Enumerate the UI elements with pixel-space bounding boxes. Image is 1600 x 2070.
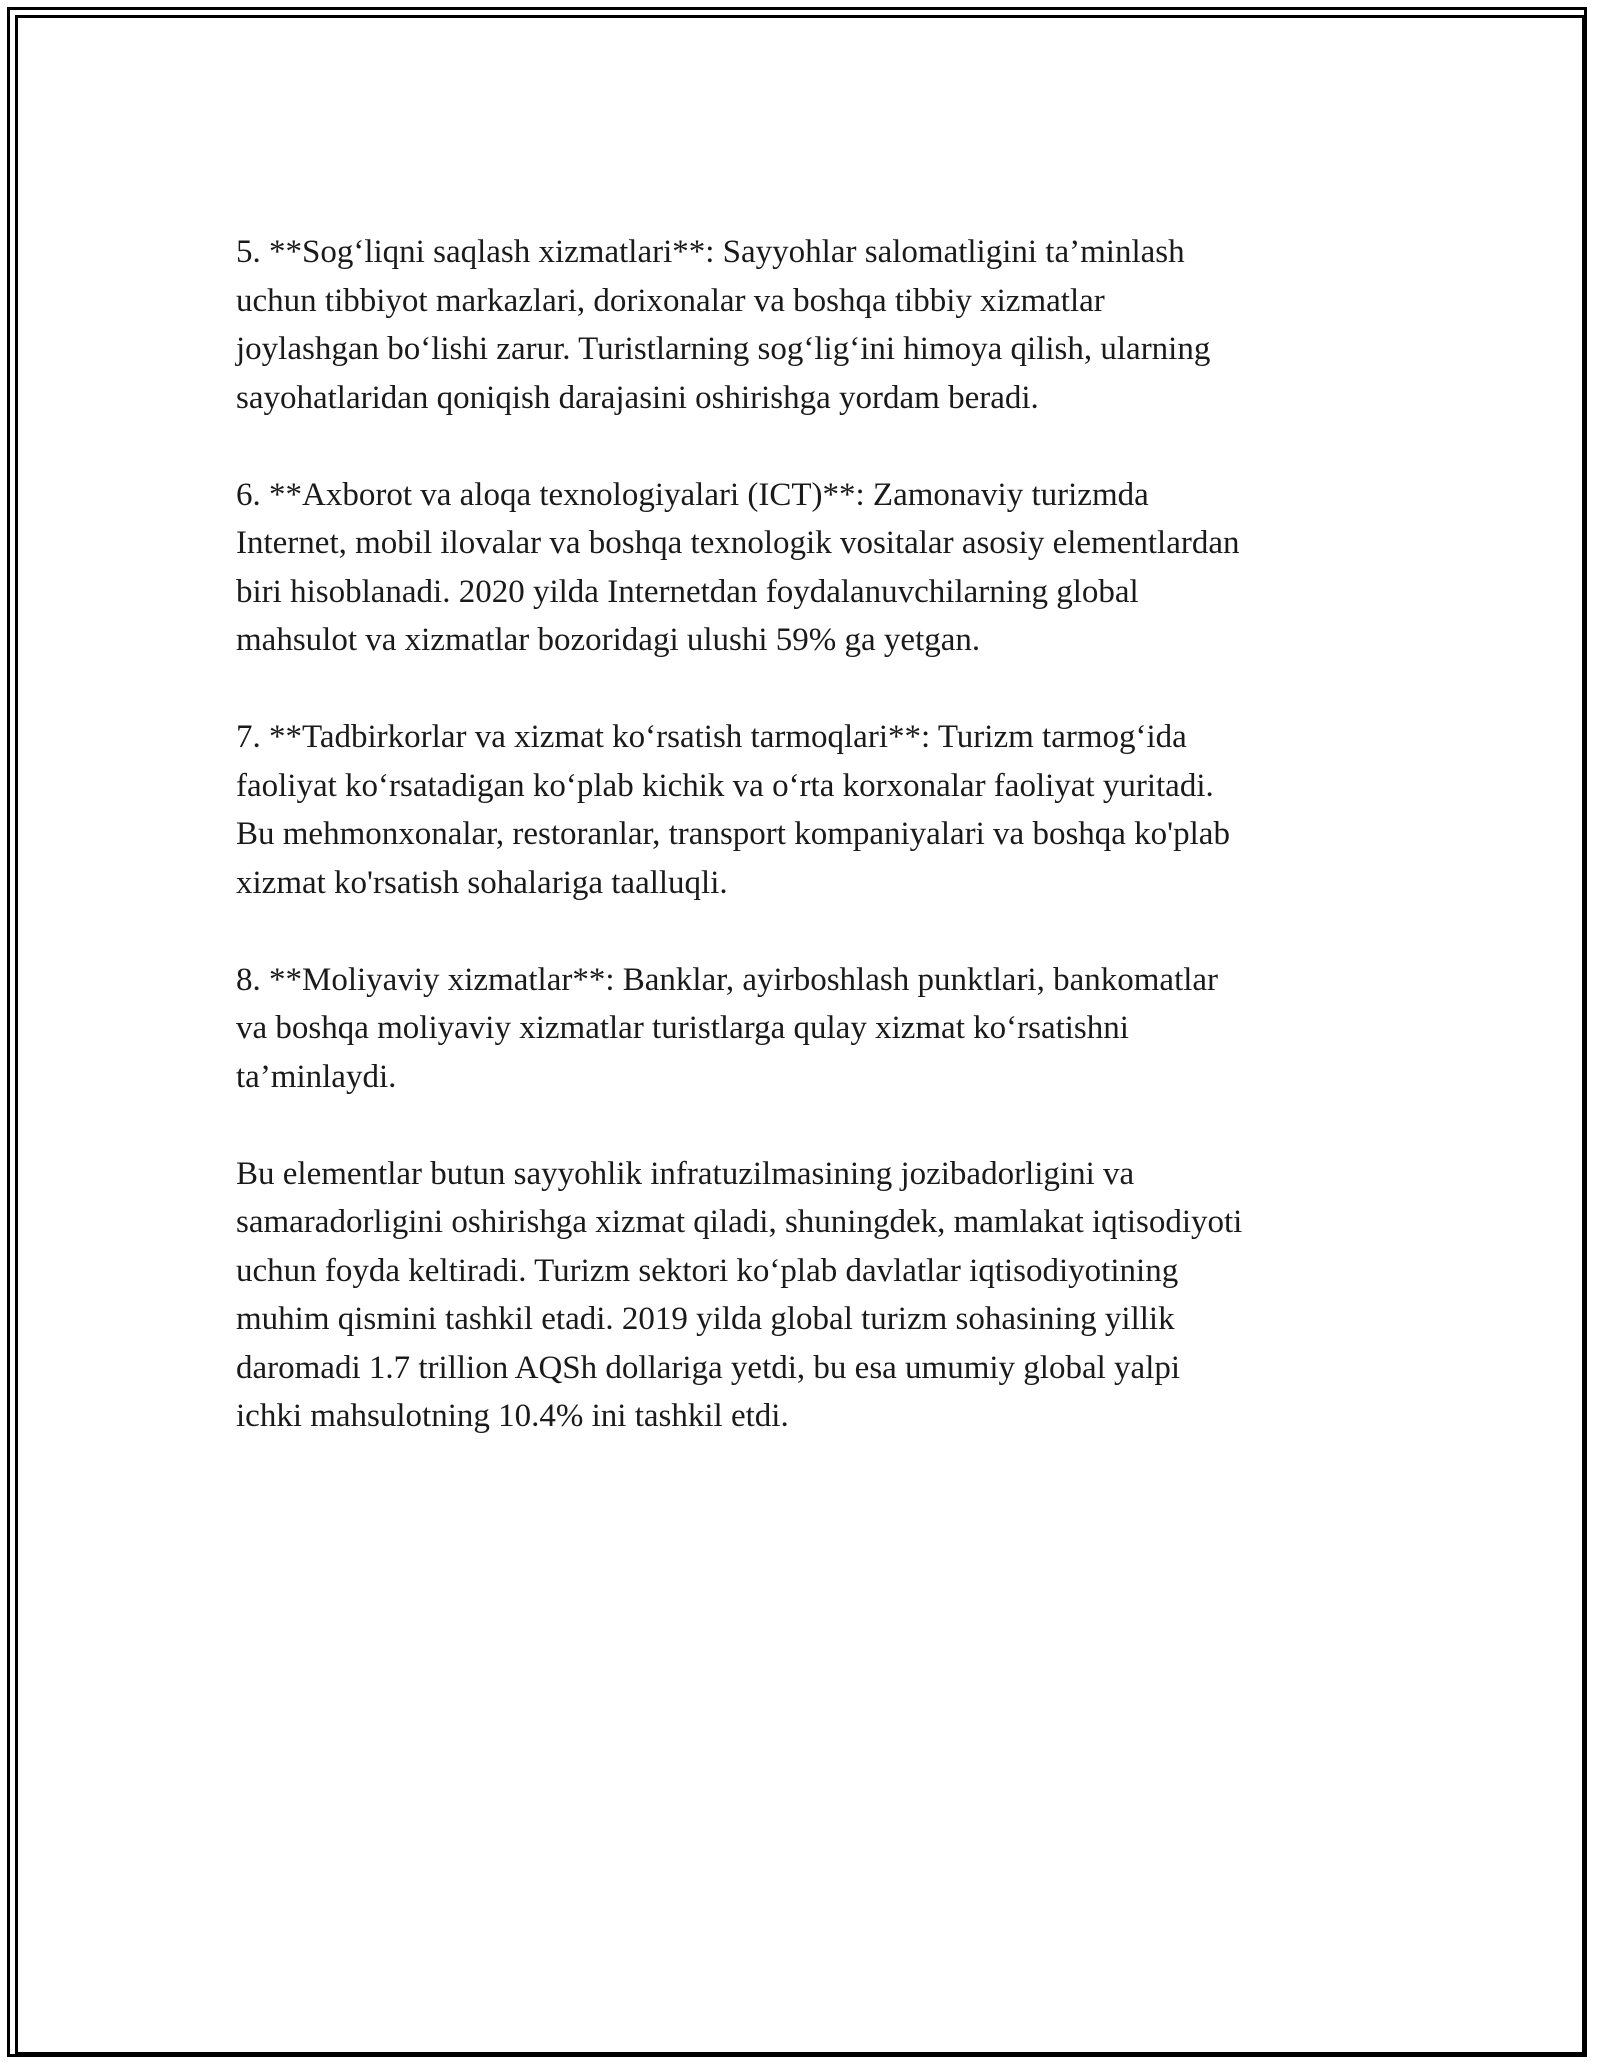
document-body <box>236 228 1366 1489</box>
paragraph-health-services: 5. **Sog‘liqni saqlash xizmatlari**: Sayyohlar salomatligini ta’minlash uchun tibbiyot markazlari, dorixonalar va boshqa tibbiy xizmatlar joylashgan bo‘lishi zarur. Turistlarning sog‘lig‘ini himoya qilish, ularning sayohatlaridan qoniqish darajasini oshirishga yordam beradi. <box>236 234 1211 416</box>
paragraph-financial-services: 8. **Moliyaviy xizmatlar**: Banklar, ayirboshlash punktlari, bankomatlar va boshqa moliyaviy xizmatlar turistlarga qulay xizmat ko‘rsatishni ta’minlaydi. <box>236 961 1219 1095</box>
paragraph-entrepreneurs: 7. **Tadbirkorlar va xizmat ko‘rsatish tarmoqlari**: Turizm tarmog‘ida faoliyat ko‘rsatadigan ko‘plab kichik va o‘rta korxonalar faoliyat yuritadi. Bu mehmonxonalar, restoranlar, transport kompaniyalari va boshqa ko'plab xizmat ko'rsatish sohalariga taalluqli. <box>236 719 1230 901</box>
paragraph-ict: 6. **Axborot va aloqa texnologiyalari (ICT)**: Zamonaviy turizmda Internet, mobil ilovalar va boshqa texnologik vositalar asosiy elementlardan biri hisoblanadi. 2020 yilda Internetdan foydalanuvchilarning global mahsulot va xizmatlar bozoridagi ulushi 59% ga yetgan. <box>236 476 1240 658</box>
paragraph-conclusion: Bu elementlar butun sayyohlik infratuzilmasining jozibadorligini va samaradorligini oshirishga xizmat qiladi, shuningdek, mamlakat iqtisodiyoti uchun foyda keltiradi. Turizm sektori ko‘plab davlatlar iqtisodiyotining muhim qismini tashkil etadi. 2019 yilda global turizm sohasining yillik daromadi 1.7 trillion AQSh dollariga yetdi, bu esa umumiy global yalpi ichki mahsulotning 10.4% ini tashkil etdi. <box>236 1155 1243 1434</box>
